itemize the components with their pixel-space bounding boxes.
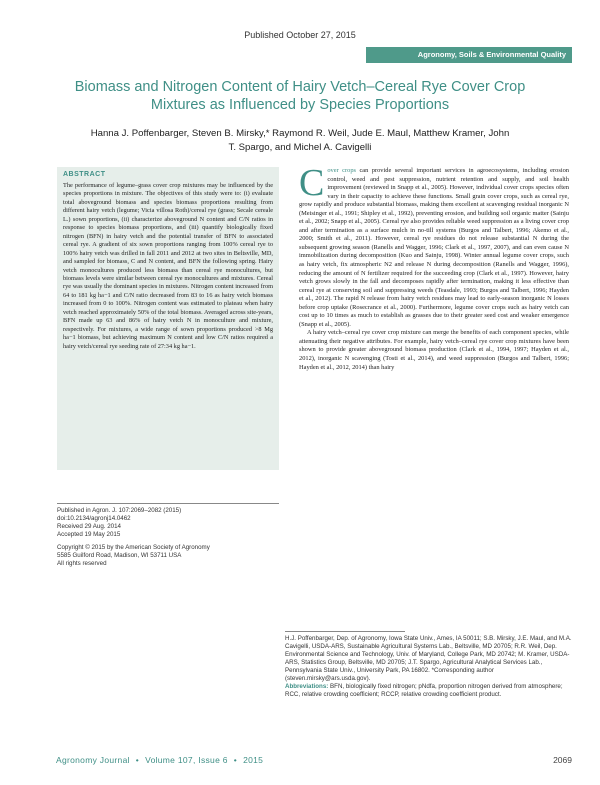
footnote-divider [285, 631, 405, 632]
citation-line: Published in Agron. J. 107:2069–2082 (2015) [57, 507, 182, 514]
drop-cap: C [299, 162, 325, 204]
published-date: Published October 27, 2015 [244, 30, 356, 40]
abbreviations-label: Abbreviations: [285, 683, 329, 690]
publication-info [57, 503, 279, 568]
body-column [299, 162, 569, 372]
publisher-address: 5585 Guilford Road, Madison, WI 53711 USA [57, 552, 182, 559]
paragraph-1 [299, 162, 569, 329]
copyright-line: Copyright © 2015 by the American Society of Agronomy [57, 544, 210, 551]
accepted-date: Accepted 19 May 2015 [57, 531, 121, 538]
rights-line: All rights reserved [57, 560, 107, 567]
article-title: Biomass and Nitrogen Content of Hairy Vetch–Cereal Rye Cover Crop Mixtures as Influenced by Species Proportions [74, 79, 526, 113]
author-list: Hanna J. Poffenbarger, Steven B. Mirsky,* Raymond R. Weil, Jude E. Maul, Matthew Kramer, John T. Spargo, and Michel A. Cavigelli [90, 128, 510, 153]
section-banner: Agronomy, Soils & Environmental Quality [366, 47, 572, 63]
abstract-box [57, 167, 279, 470]
affiliations: H.J. Poffenbarger, Dep. of Agronomy, Iowa State Univ., Ames, IA 50011; S.B. Mirsky, J.E. Maul, and M.A. Cavigelli, USDA-ARS, Sustainable Agricultural Systems Lab., Beltsville, MD 20705; R.R. Weil, Dep. Environmental Science and Technology, Univ. of Maryland, College Park, MD 20742; M. Kramer, USDA-ARS, Statistics Group, Beltsville, MD 20705; J.T. Spargo, Agricultural Analytical Services Lab., Pennsylvania State Univ., University Park, PA 16802. *Corresponding author (steven.mirsky@ars.usda.gov). [285, 635, 572, 682]
pubinfo-divider [57, 503, 279, 504]
abstract-heading: ABSTRACT [63, 171, 106, 178]
abbreviations [285, 683, 573, 699]
received-date: Received 29 Aug. 2014 [57, 523, 121, 530]
paragraph-2: A hairy vetch–cereal rye cover crop mixture can merge the benefits of each component species, while attenuating their negative attributes. For example, hairy vetch–cereal rye cover crop mixtures have been shown to provide greater aboveground biomass production (Clark et al., 1994, 1997; Hayden et al., 2012), inorganic N scavenging (Tosti et al., 2014), and weed suppression (Burgos and Talbert, 1996; Hayden et al., 2012, 2014) than hairy [299, 329, 569, 371]
cover-crops-link[interactable]: over crops [327, 167, 357, 174]
footer-journal-info: Agronomy Journal • Volume 107, Issue 6 • 2015 [56, 755, 264, 765]
page-footer [28, 755, 572, 769]
abbreviations-text: BFN, biologically fixed nitrogen; pNdfa, proportion nitrogen derived from atmosphere; RCC, relative crowding coefficient; RCCP, relative crowding coefficient product. [285, 683, 563, 698]
body-text [299, 162, 569, 372]
page-number: 2069 [553, 755, 572, 765]
doi-line[interactable]: doi:10.2134/agronj14.0462 [57, 515, 131, 522]
paragraph-1-text: can provide several important services in agroecosystems, including erosion control, weed and pest suppression, nutrient retention and supply, and soil health improvement (reviewed in Snapp et al., 2005). However, individual cover crops species often vary in their capacity to achieve these functions. Small grain cover crops, such as cereal rye, grow rapidly and produce substantial biomass, making them excellent at scavenging residual inorganic N (Meisinger et al., 1991; Shipley et al., 1992), preventing erosion, and building soil organic matter (Sainju et al., 2002; Snapp et al., 2005). Cereal rye also provides reliable weed suppression as a living cover crop and after termination as a surface mulch in no-till systems (Burgos and Talbert, 1996; Akemo et al., 2000; Smith et al., 2011). However, cereal rye residues do not release substantial N during the subsequent growing season (Ranells and Wagger, 1996; Clark et al., 1997, 2007), and can even cause N immobilization during decomposition (Kuo and Sainju, 1998). Winter annual legume cover crops, such as hairy vetch, fix atmospheric N2 and release N during decomposition (Ranells and Wagger, 1996), reducing the amount of N fertilizer required for the succeeding crop (Clark et al., 1997). However, hairy vetch grows slowly in the fall and decomposes rapidly after termination, making it less effective than cereal rye at conserving soil and suppressing weeds (Teasdale, 1993; Burgos and Talbert, 1996; Hayden et al., 2012). The rapid N release from hairy vetch residues may lead to early-season inorganic N losses before crop uptake (Rosecrance et al., 2000). Furthermore, legume cover crops such as hairy vetch can cost up to 10 times as much to establish as grasses due to their greater seed cost and weaker emergence (Snapp et al., 2005). [299, 167, 569, 328]
footnotes [285, 631, 573, 699]
journal-name: Agronomy Journal [56, 755, 130, 765]
volume-issue: Volume 107, Issue 6 [145, 755, 228, 765]
footer-year: 2015 [243, 755, 264, 765]
abstract-text: The performance of legume–grass cover crop mixtures may be influenced by the species proportions in mixture. The objectives of this study were to: (i) evaluate total aboveground biomass and species biomass proportions resulting from different hairy vetch (legume; Vicia villosa Roth)/cereal rye (grass; Secale cereale L.) sown proportions, (ii) characterize aboveground N content and C/N ratios in response to species biomass proportions, and (iii) quantify biologically fixed nitrogen (BFN) in hairy vetch and the potential transfer of BFN to associated cereal rye. A gradient of six sown proportions ranging from 100% cereal rye to 100% hairy vetch was drilled in fall 2011 and 2012 at two sites in Beltsville, MD, and sampled for biomass, C and N content, and BFN the following spring. Hairy vetch monocultures produced less biomass than cereal rye monocultures, but biomass levels were similar between cereal rye monocultures and mixtures. Cereal rye was usually the dominant species in mixtures. Nitrogen content increased from 64 to 181 kg ha−1 and C/N ratio decreased from 83 to 16 as hairy vetch biomass increased from 0 to 100%. Nitrogen content was estimated to plateau when hairy vetch reached approximately 50% of the total biomass. Averaged across site-years, BFN made up 63 and 86% of hairy vetch N in monoculture and mixture, respectively. For mixtures, a wide range of sown proportions produced >8 Mg ha−1 biomass, but achieving maximum N content and low C/N ratios required a hairy vetch/cereal rye seeding rate of 27:34 kg ha−1. [63, 182, 273, 350]
